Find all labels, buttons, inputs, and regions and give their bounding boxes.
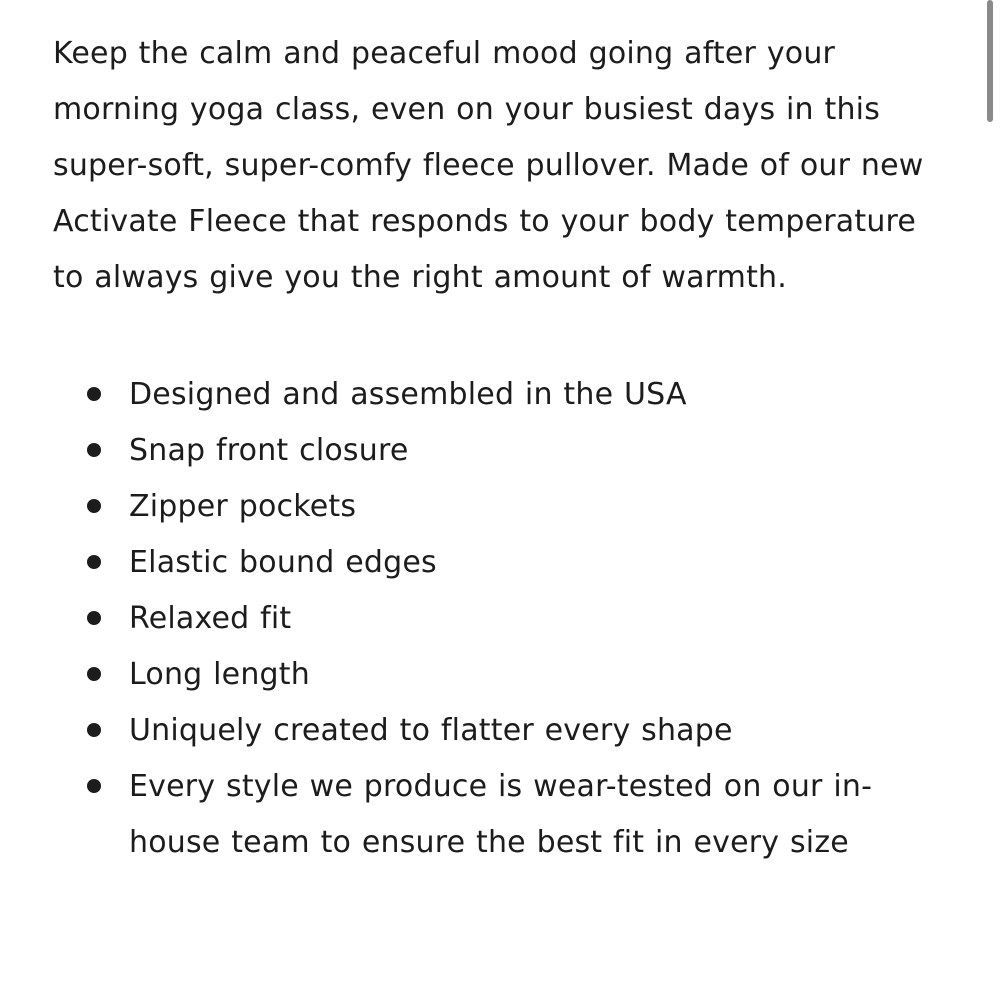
product-details (53, 26, 933, 871)
feature-item (53, 703, 933, 759)
bullet-icon (87, 387, 101, 401)
feature-item (53, 591, 933, 647)
scrollbar-thumb[interactable] (987, 0, 993, 122)
feature-item (53, 647, 933, 703)
product-description: Keep the calm and peaceful mood going after your morning yoga class, even on your busiest days in this super-soft, super-comfy fleece pullover. Made of our new Activate Fleece that responds to your body temperature to always give you the right amount of warmth. (53, 36, 924, 295)
feature-item (53, 423, 933, 479)
bullet-icon (87, 499, 101, 513)
feature-text: Every style we produce is wear-tested on our in-house team to ensure the best fit in every size (129, 769, 873, 860)
feature-text: Zipper pockets (129, 489, 357, 524)
feature-text: Elastic bound edges (129, 545, 437, 580)
feature-item (53, 367, 933, 423)
feature-text: Designed and assembled in the USA (129, 377, 687, 412)
bullet-icon (87, 723, 101, 737)
feature-text: Uniquely created to flatter every shape (129, 713, 733, 748)
feature-item (53, 535, 933, 591)
bullet-icon (87, 611, 101, 625)
feature-item (53, 479, 933, 535)
bullet-icon (87, 555, 101, 569)
feature-list (53, 367, 933, 871)
feature-text: Relaxed fit (129, 601, 292, 636)
bullet-icon (87, 779, 101, 793)
feature-item (53, 759, 933, 871)
feature-text: Long length (129, 657, 310, 692)
feature-text: Snap front closure (129, 433, 409, 468)
bullet-icon (87, 443, 101, 457)
bullet-icon (87, 667, 101, 681)
